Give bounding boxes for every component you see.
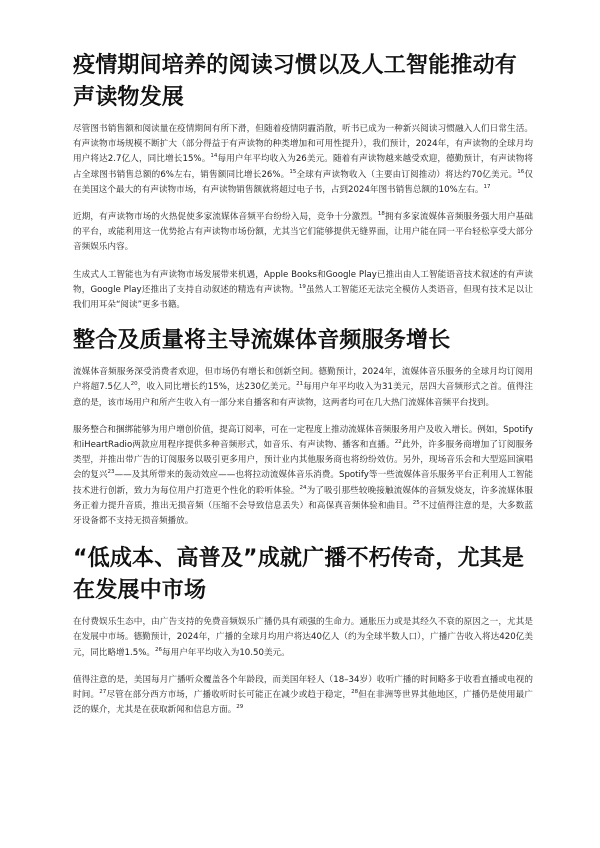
section-title: “低成本、高普及”成就广播不朽传奇，尤其是在发展中市场 (73, 546, 525, 604)
text-run: 此外，许多服务商增加了订阅服务类型，并推出带广告的订阅服务以吸引更多用户，预计业内其他服务商也将纷纷效仿。另外，现场音乐会和大型巡回演唱会的复兴 (73, 440, 533, 481)
text-run: 近期，有声读物市场的火热促使多家流媒体音频平台纷纷入局，竞争十分激烈。 (73, 212, 378, 223)
footnote-ref: 22 (394, 439, 402, 446)
body-paragraph (73, 268, 533, 314)
text-run: 但在非洲等世界其他地区，广播仍是使用最广泛的媒介，尤其是在获取新闻和信息方面。 (73, 690, 533, 716)
footnote-ref: 28 (351, 689, 359, 696)
text-run: 生成式人工智能也为有声读物市场发展带来机遇，Apple Books和Google Play已推出由人工智能语音技术叙述的有声读物，Google Play还推出了支持自动叙述的精选有声读物。 (73, 269, 533, 295)
text-run: 每用户年平均收入为10.50美元。 (162, 647, 290, 658)
footnote-ref: 19 (298, 283, 306, 290)
text-run: ——及其所带来的轰动效应——也将拉动流媒体音乐消费。Spotify等一些流媒体音乐服务平台正利用人工智能技术进行创新，致力为每位用户打造更个性化的聆听体验。 (73, 470, 533, 496)
body-paragraph (73, 365, 533, 411)
text-run: 每用户年平均收入为31美元，居四大音频形式之首。值得注意的是，该市场用户和所产生收入有一部分来自播客和有声读物，这两者均可在几大热门流媒体音频平台找到。 (73, 382, 534, 408)
footnote-ref: 24 (299, 484, 307, 491)
body-paragraph (73, 423, 533, 529)
text-run: 全球有声读物收入（主要由订阅推动）将达约70亿美元。 (296, 169, 518, 180)
text-run: ，收入同比增长约15%，达230亿美元。 (137, 382, 297, 393)
footnote-ref: 23 (107, 469, 115, 476)
text-run: 尽管在部分西方市场，广播收听时长可能正在减少或趋于稳定， (106, 690, 352, 701)
text-run: 流媒体音频服务深受消费者欢迎，但市场仍有增长和创新空间。德勤预计，2024年，流媒体音乐服务的全球月均订阅用户将超7.5亿人 (73, 367, 533, 393)
text-run: 在付费娱乐生态中，由广告支持的免费音频娱乐广播仍具有顽强的生命力。通胀压力或是其经久不衰的原因之一，尤其是在发展中市场。德勤预计，2024年，广播的全球月均用户将达40亿人（约为全球半数人口），广播广告收入将达420亿美元，同比略增1.5%。 (73, 617, 533, 658)
section-title: 整合及质量将主导流媒体音频服务增长 (73, 328, 451, 354)
footnote-ref: 18 (377, 211, 385, 218)
body-paragraph (73, 673, 533, 719)
text-run: 为了吸引那些较晚接触流媒体的音频发烧友，许多流媒体服务正着力提升音质，推出无损音频（压缩不会导致信息丢失）和高保真音频体验和曲目。 (73, 485, 533, 511)
footnote-ref: 14 (210, 153, 218, 160)
text-run: 服务整合和捆绑能够为用户增创价值，提高订阅率，可在一定程度上推动流媒体音频服务用户及收入增长。例如，Spotify和iHeartRadio两款应用程序提供多种音频形式，如音乐、有声读物、播客和直播。 (73, 424, 533, 451)
section-title: 疫情期间培养的阅读习惯以及人工智能推动有声读物发展 (73, 53, 518, 110)
footnote-ref: 16 (517, 168, 525, 175)
text-run: 尽管图书销售额和阅读量在疫情期间有所下滑，但随着疫情阴霾消散，听书已成为一种新兴阅读习惯融入人们日常生活。有声读物市场规模不断扩大（部分得益于有声读物的种类增加和可用性提升），我们预计，2024年，有声读物的全球月均用户将达2.7亿人，同比增长15%。 (73, 124, 533, 165)
text-run: 虽然人工智能还无法完全模仿人类语音，但现有技术足以让我们用耳朵“阅读”更多书籍。 (73, 284, 533, 311)
text-run: 拥有多家流媒体音频服务强大用户基础的平台，或能利用这一优势抢占有声读物市场份额，尤其当它们能够提供无缝界面，让用户能在同一平台轻松享受大部分音频娱乐内容。 (73, 212, 533, 253)
footnote-ref: 21 (296, 381, 304, 388)
body-paragraph (73, 615, 533, 661)
footnote-ref: 20 (130, 381, 138, 388)
footnote-ref: 29 (236, 704, 244, 711)
body-paragraph (73, 122, 533, 198)
text-run: 每用户年平均收入为26美元。随着有声读物越来越受欢迎，德勤预计，有声读物将占全球图书销售总额的6%左右，销售额同比增长26%。 (73, 154, 533, 180)
text-run: 不过值得注意的是，大多数蓝牙设备都不支持无损音频播放。 (73, 500, 533, 527)
footnote-ref: 27 (99, 689, 107, 696)
text-run: 值得注意的是，美国每月广播听众覆盖各个年龄段，而美国年轻人（18–34岁）收听广播的时间略多于收看直播或电视的时间。 (73, 674, 533, 701)
body-paragraph (73, 210, 533, 256)
footnote-ref: 26 (155, 646, 162, 653)
footnote-ref: 15 (289, 168, 297, 175)
footnote-ref: 25 (412, 500, 420, 506)
document-page (73, 50, 533, 730)
text-run: 仅在美国这个最大的有声读物市场，有声读物销售额就将超过电子书，占到2024年图书销售总额的10%左右。 (73, 169, 533, 195)
footnote-ref: 17 (483, 183, 491, 190)
